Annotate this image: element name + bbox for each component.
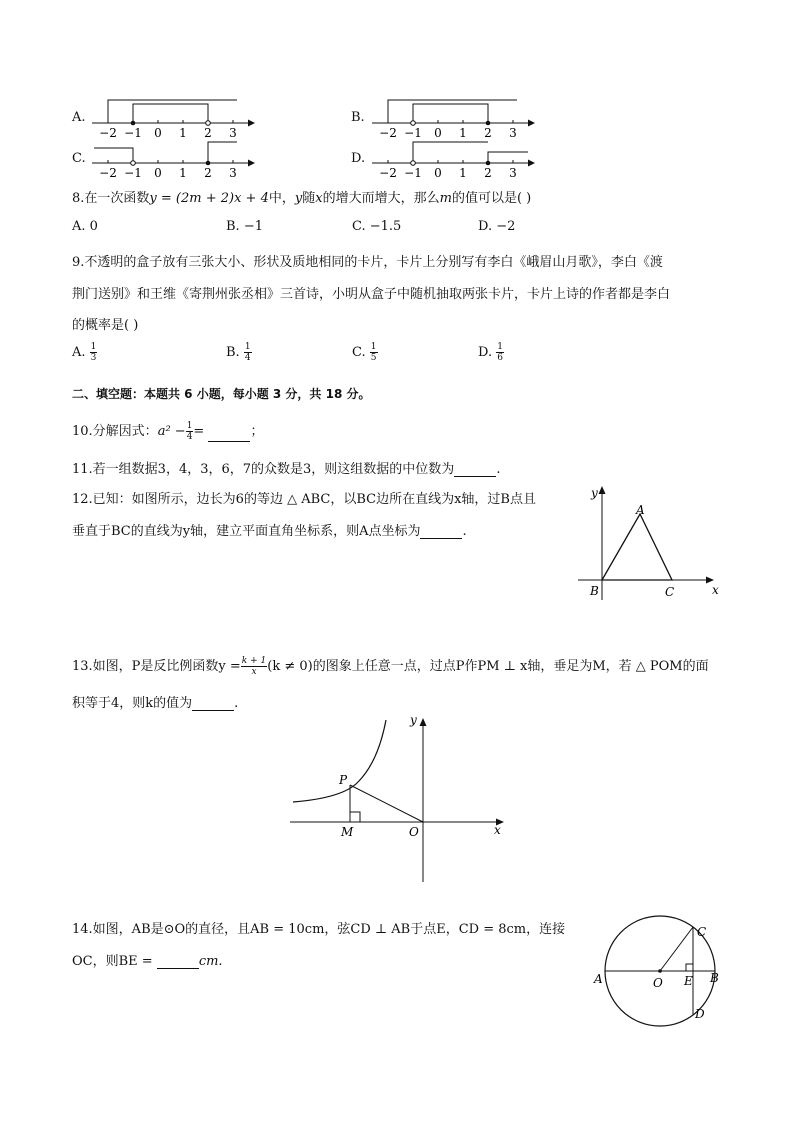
number-line-d (370, 136, 540, 181)
tick-label: 3 (229, 166, 237, 180)
q12-line-2: 垂直于BC的直线为y轴，建立平面直角坐标系，则A点坐标为 . (72, 524, 467, 539)
number-line-b (370, 96, 540, 141)
q13-line-1: 13.如图，P是反比例函数y = $\frac{k + 1}{x}$ (k ≠ 0)的图象上任意一点，过点P作PM ⊥ x轴，垂足为M，若 △ POM的面 (72, 656, 709, 677)
q9-line-3: 的概率是( ) (72, 318, 139, 333)
q11: 11.若一组数据3，4，3，6，7的众数是3，则这组数据的中位数为 . (72, 462, 501, 477)
tick-label: −2 (379, 166, 397, 180)
q8-option-a: A. 0 (72, 219, 98, 234)
tick-label: 0 (434, 166, 442, 180)
q9-option-b: B. $\frac{1}{4}$ (226, 342, 251, 363)
tick-label: −2 (379, 126, 397, 140)
section-heading: 二、填空题：本题共 6 小题，每小题 3 分，共 18 分。 (72, 387, 371, 401)
q9-option-a: A. $\frac{1}{3}$ (72, 342, 97, 363)
tick-label: 3 (229, 126, 237, 140)
q12-line-1: 12.已知：如图所示，边长为6的等边 △ ABC，以BC边所在直线为x轴，过B点且 (72, 492, 536, 507)
q13-line-2: 积等于4，则k的值为 . (72, 696, 239, 711)
number-line-a (90, 96, 260, 141)
number-line-c (90, 136, 260, 181)
q12-triangle-figure (578, 482, 728, 602)
q13-answer-blank[interactable] (192, 698, 234, 711)
fig-label-a: A (636, 503, 645, 517)
q14-line-2: OC，则BE = cm. (72, 954, 223, 969)
tick-label: 1 (179, 126, 187, 140)
q8-option-c: C. −1.5 (352, 219, 402, 234)
tick-label: −2 (99, 126, 117, 140)
q14-circle-figure (590, 918, 730, 1033)
fig-label-d: D (695, 1007, 705, 1021)
tick-label: 3 (509, 166, 517, 180)
tick-label: 0 (154, 166, 162, 180)
tick-label: −1 (124, 126, 142, 140)
q8-option-b: B. −1 (226, 219, 263, 234)
tick-label: 2 (484, 126, 492, 140)
fig-label-e: E (684, 974, 693, 988)
q8-option-d: D. −2 (478, 219, 516, 234)
tick-label: −2 (99, 166, 117, 180)
fig-label-y: y (410, 713, 417, 727)
tick-label: 0 (434, 126, 442, 140)
tick-label: 0 (154, 126, 162, 140)
q7-option-c-label: C. (72, 151, 86, 166)
q13-hyperbola-figure (288, 712, 510, 884)
q7-option-d-label: D. (351, 151, 366, 166)
fig-label-o: O (409, 825, 419, 839)
fig-label-y: y (591, 486, 598, 500)
q9-line-2: 荆门送别》和王维《寄荆州张丞相》三首诗，小明从盒子中随机抽取两张卡片，卡片上诗的作者都是李白 (72, 287, 671, 302)
q9-line-1: 9.不透明的盒子放有三张大小、形状及质地相同的卡片，卡片上分别写有李白《峨眉山月歌》，李白《渡 (72, 255, 663, 270)
fig-label-a: A (594, 972, 603, 986)
fig-label-o: O (653, 976, 663, 990)
q11-answer-blank[interactable] (454, 464, 496, 477)
q10: 10.分解因式：a² − $\frac{1}{4}$ = ； (72, 421, 264, 442)
tick-label: 1 (459, 126, 467, 140)
tick-label: 1 (459, 166, 467, 180)
tick-label: −1 (404, 166, 422, 180)
q10-answer-blank[interactable] (208, 429, 250, 442)
fig-label-c: C (697, 925, 707, 939)
fig-label-b: B (710, 971, 719, 985)
tick-label: −1 (404, 126, 422, 140)
fig-label-b: B (590, 584, 599, 598)
tick-label: 2 (484, 166, 492, 180)
fig-label-x: x (494, 823, 501, 837)
tick-label: 2 (204, 126, 212, 140)
fig-label-c: C (665, 585, 675, 599)
fig-label-m: M (341, 825, 354, 839)
q14-line-1: 14.如图，AB是⊙O的直径，且AB = 10cm，弦CD ⊥ AB于点E，CD = 8cm，连接 (72, 922, 566, 937)
q9-option-c: C. $\frac{1}{5}$ (352, 342, 377, 363)
tick-label: 3 (509, 126, 517, 140)
q14-answer-blank[interactable] (157, 956, 199, 969)
tick-label: 2 (204, 166, 212, 180)
tick-label: 1 (179, 166, 187, 180)
q12-answer-blank[interactable] (420, 526, 462, 539)
tick-label: −1 (124, 166, 142, 180)
q9-option-d: D. $\frac{1}{6}$ (478, 342, 503, 363)
fig-label-x: x (712, 583, 719, 597)
fig-label-p: P (339, 773, 348, 787)
q7-option-b-label: B. (351, 110, 365, 125)
q7-option-a-label: A. (72, 110, 86, 125)
q8-stem: 8.在一次函数y = (2m + 2)x + 4中，y随x的增大而增大，那么m的值可以是( ) (72, 191, 532, 206)
